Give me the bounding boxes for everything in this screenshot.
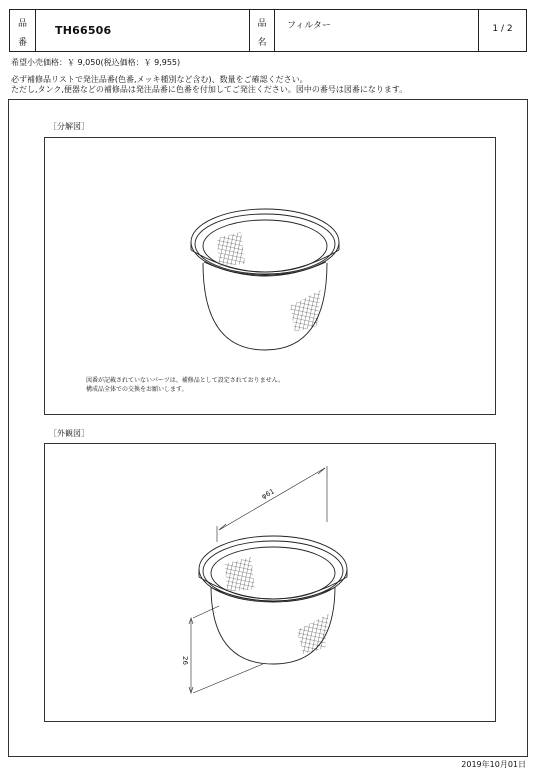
diameter-label: φ61: [260, 487, 276, 501]
exploded-view-panel: [44, 137, 496, 415]
height-label: 26: [181, 656, 189, 665]
part-number-label-top: 品: [17, 19, 27, 29]
title-block: [9, 9, 527, 52]
order-note-2: ただし,タンク,便器などの補修品は発注品番に色番を付加してご発注ください。図中の番号は図番になります。: [11, 85, 408, 94]
part-number-label-cell: [10, 10, 36, 51]
part-name-label-cell: [250, 10, 275, 51]
inner-mesh-area: [217, 232, 245, 266]
exploded-note-line-1: 図番が記載されていないパーツは、補修品として設定されておりません。: [86, 377, 285, 384]
exploded-view-note: [86, 376, 284, 394]
page-number-cell: [479, 10, 526, 51]
exploded-view-label: ［分解図］: [49, 122, 89, 131]
page-number: 1 / 2: [492, 24, 513, 34]
part-name: フィルター: [287, 21, 331, 31]
external-view-label: ［外観図］: [49, 429, 89, 438]
diameter-dimension: [217, 466, 327, 542]
part-number-cell: [36, 10, 250, 51]
retail-price: 希望小売価格：￥ 9,050(税込価格：￥ 9,955): [11, 58, 181, 67]
filter-external-drawing: [45, 444, 495, 721]
exploded-note-line-2: 構成品全体での交換をお願いします。: [86, 386, 188, 393]
external-view-panel: [44, 443, 496, 722]
order-note-1: 必ず補修品リストで発注品番(色番,メッキ種別など含む)、数量をご確認ください。: [11, 75, 308, 84]
part-name-label-bottom: 名: [257, 38, 267, 48]
part-name-label-top: 品: [257, 19, 267, 29]
part-number-label-bottom: 番: [17, 38, 27, 48]
issue-date: 2019年10月01日: [461, 760, 526, 769]
part-number: TH66506: [55, 24, 112, 37]
filter-exploded-drawing: [45, 138, 495, 414]
part-name-cell: [275, 10, 479, 51]
